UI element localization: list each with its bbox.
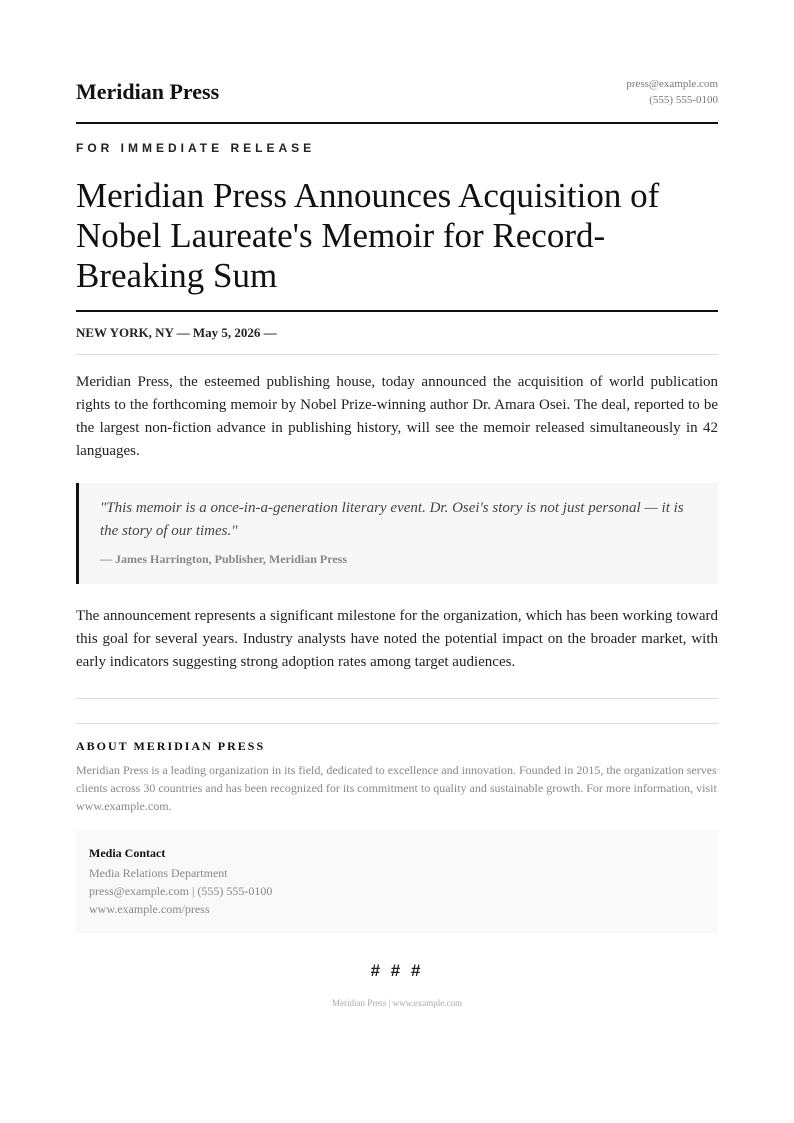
media-contact-line[interactable]: press@example.com | (555) 555-0100 (89, 884, 273, 898)
media-contact-box (76, 831, 718, 933)
about-text: Meridian Press is a leading organization in its field, dedicated to excellence and innovation. Founded in 2015, the organization serves clients across 30 countries and has been recognized for its commitment to quality and sustainable growth. For more information, visit www.example.com. (76, 763, 717, 813)
organization-name: Meridian Press (76, 79, 220, 104)
header-email[interactable]: press@example.com (626, 78, 718, 90)
section-divider (76, 698, 718, 699)
body-paragraph-2: The announcement represents a significant milestone for the organization, which has been working toward this goal for several years. Industry analysts have noted the potential impact on the broader market, with early indicators suggesting strong adoption rates among target audiences. (76, 608, 718, 670)
header-phone: (555) 555-0100 (649, 94, 718, 106)
body-paragraph-1: Meridian Press, the esteemed publishing house, today announced the acquisition of world publication rights to the forthcoming memoir by Nobel Prize-winning author Dr. Amara Osei. The deal, reported to be the largest non-fiction advance in publishing history, will see the memoir released simultaneously in 42 languages. (76, 374, 718, 459)
media-contact-website[interactable]: www.example.com/press (89, 902, 210, 916)
header-contact (626, 76, 718, 108)
pull-quote (76, 483, 718, 584)
media-contact-title: Media Contact (89, 846, 166, 860)
press-release-page (76, 0, 718, 1008)
footer: Meridian Press | www.example.com (332, 998, 462, 1008)
about-divider (76, 723, 718, 724)
about-heading: ABOUT MERIDIAN PRESS (76, 739, 266, 753)
media-contact-department: Media Relations Department (89, 866, 228, 880)
dateline-divider (76, 354, 718, 355)
release-tag: FOR IMMEDIATE RELEASE (76, 141, 316, 155)
headline: Meridian Press Announces Acquisition of Nobel Laureate's Memoir for Record-Breaking Sum (76, 176, 660, 295)
dateline: NEW YORK, NY — May 5, 2026 — (76, 325, 277, 340)
quote-attribution: — James Harrington, Publisher, Meridian Press (100, 552, 347, 566)
headline-divider (76, 310, 718, 312)
end-mark: # # # (370, 961, 424, 980)
quote-text: "This memoir is a once-in-a-generation literary event. Dr. Osei's story is not just personal — it is the story of our times." (100, 500, 684, 539)
masthead (76, 0, 718, 124)
